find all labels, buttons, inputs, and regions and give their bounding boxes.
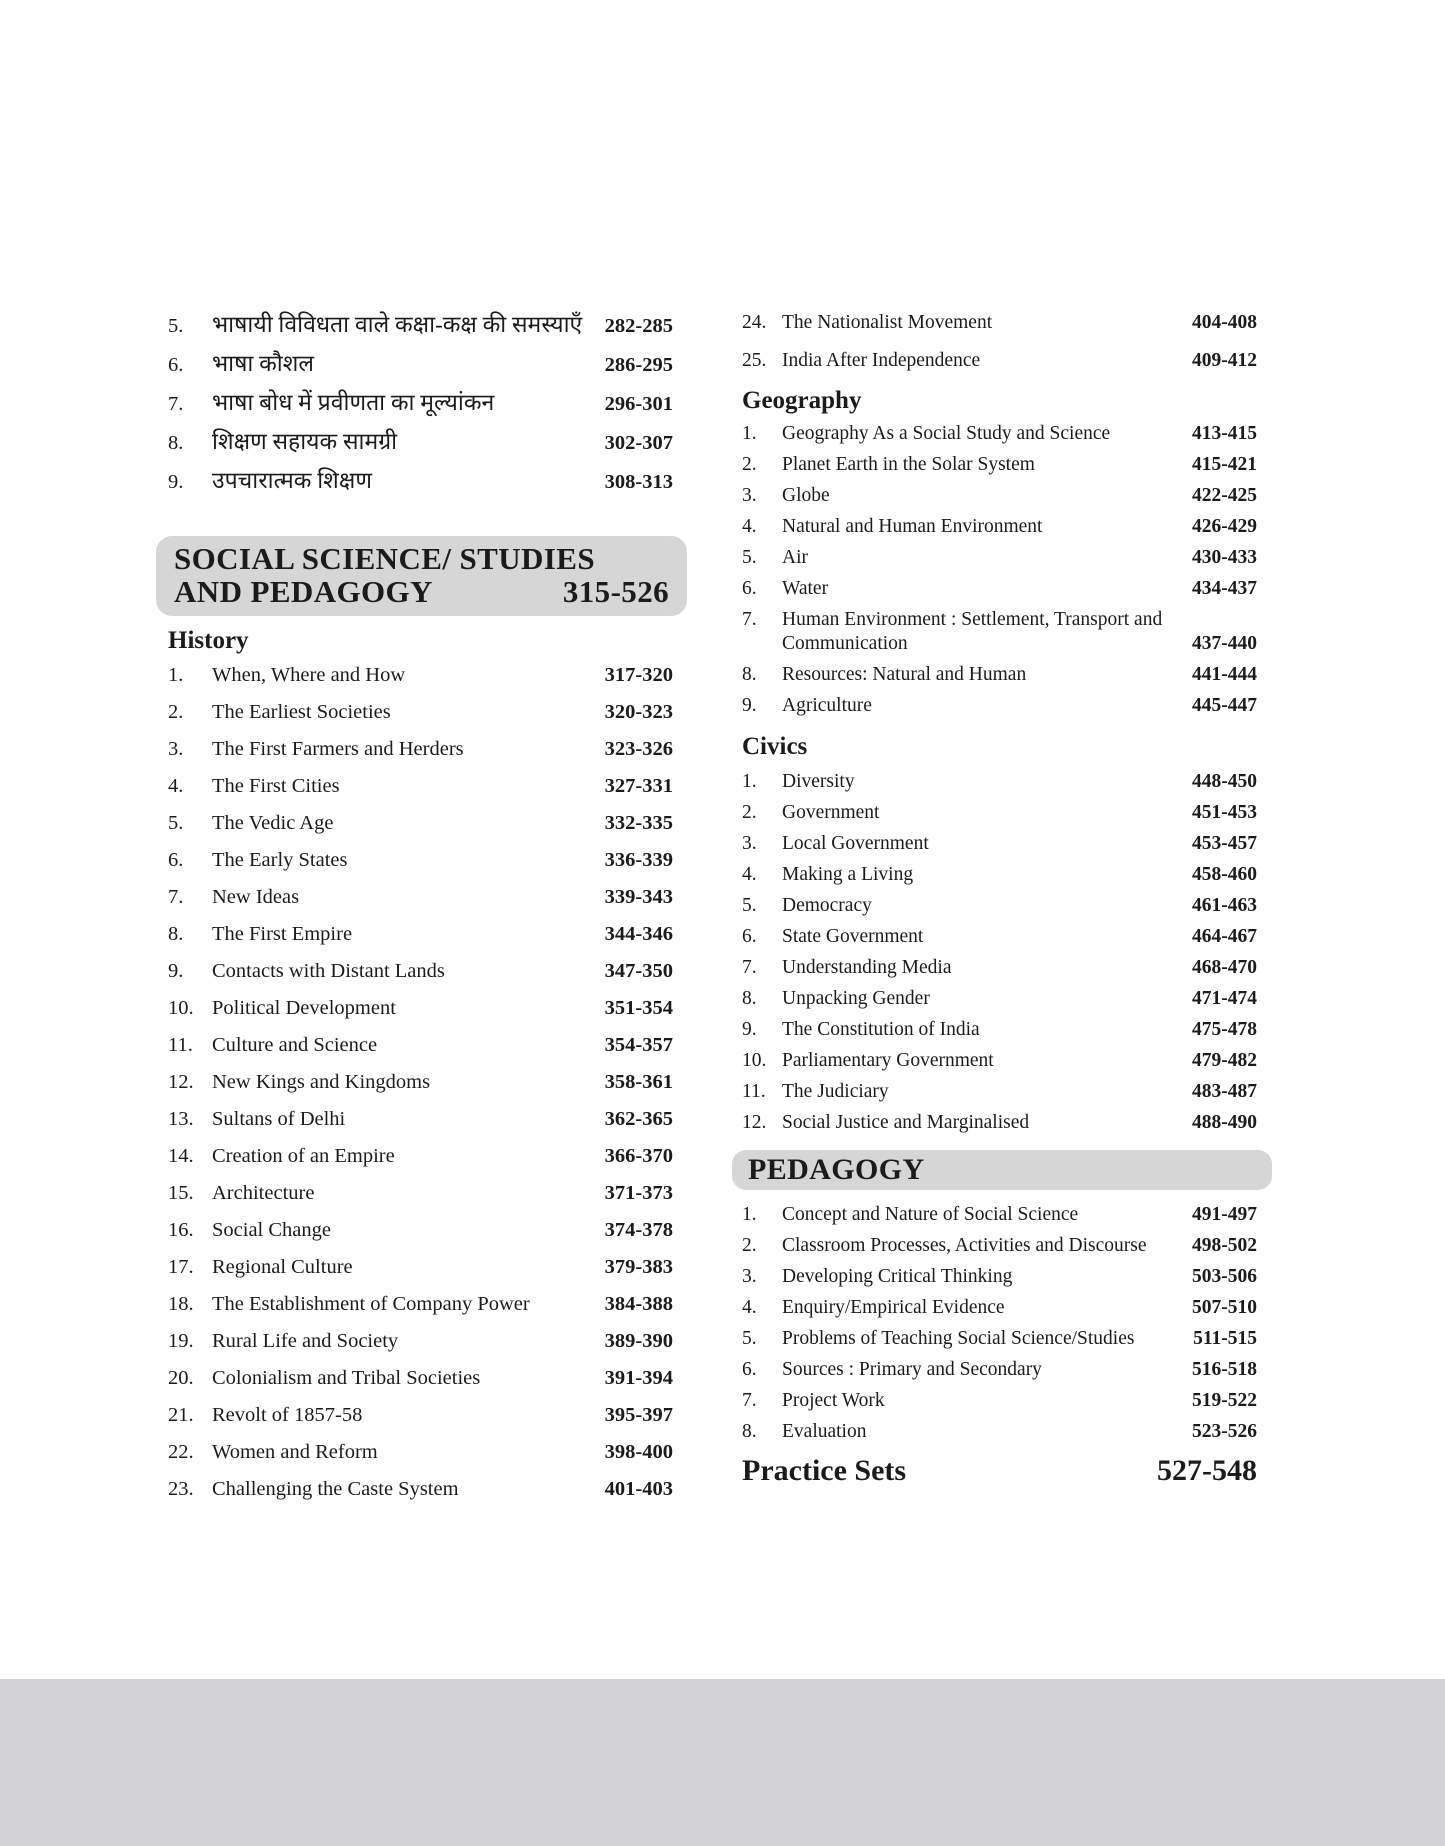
civics-heading: Civics — [742, 733, 808, 760]
toc-item — [742, 1203, 1257, 1227]
item-title: State Government — [782, 926, 924, 947]
item-num: 12. — [168, 1071, 194, 1093]
toc-item — [742, 770, 1257, 794]
item-title: Geography As a Social Study and Science — [782, 423, 1111, 444]
section-title-line2: AND PEDAGOGY — [174, 574, 433, 609]
toc-item — [168, 1107, 673, 1131]
history-list — [168, 663, 673, 1501]
item-title: Enquiry/Empirical Evidence — [782, 1297, 1005, 1318]
item-title: उपचारात्मक शिक्षण — [212, 468, 372, 493]
item-num: 2. — [742, 1235, 757, 1256]
item-num: 16. — [168, 1219, 194, 1241]
item-title: Evaluation — [782, 1421, 867, 1442]
item-pages: 458-460 — [1192, 864, 1257, 885]
item-num: 2. — [742, 802, 757, 823]
item-title: भाषायी विविधता वाले कक्षा-कक्ष की समस्याएँ — [212, 312, 583, 337]
item-title: Natural and Human Environment — [782, 516, 1043, 537]
toc-item — [168, 348, 673, 381]
history-heading: History — [168, 627, 249, 654]
item-title: The Nationalist Movement — [782, 312, 993, 333]
left-column — [168, 303, 673, 1514]
item-title: Sources : Primary and Secondary — [782, 1359, 1042, 1380]
language-pedagogy-items — [168, 309, 673, 498]
item-pages: 308-313 — [604, 471, 673, 493]
item-title: Developing Critical Thinking — [782, 1266, 1013, 1287]
item-pages: 491-497 — [1192, 1204, 1257, 1225]
item-num: 7. — [742, 957, 757, 978]
item-title: शिक्षण सहायक सामग्री — [212, 429, 398, 454]
item-title: The Constitution of India — [782, 1019, 980, 1040]
item-title: Rural Life and Society — [212, 1330, 399, 1352]
toc-item — [168, 465, 673, 498]
item-title: Diversity — [782, 771, 855, 792]
item-pages: 483-487 — [1192, 1081, 1257, 1102]
toc-item — [742, 515, 1257, 539]
toc-item — [742, 1358, 1257, 1382]
toc-item — [742, 311, 1257, 335]
item-title: Globe — [782, 485, 830, 506]
toc-item — [168, 811, 673, 835]
toc-item — [742, 1265, 1257, 1289]
toc-item — [742, 422, 1257, 446]
item-num: 9. — [168, 960, 184, 982]
item-title: Regional Culture — [212, 1256, 353, 1278]
toc-item — [168, 1477, 673, 1501]
item-title: Social Justice and Marginalised — [782, 1112, 1030, 1133]
toc-item — [168, 1144, 673, 1168]
item-pages: 468-470 — [1192, 957, 1257, 978]
item-num: 20. — [168, 1367, 194, 1389]
toc-item — [742, 1018, 1257, 1042]
item-num: 6. — [168, 849, 184, 871]
item-num: 10. — [742, 1050, 767, 1071]
item-num: 3. — [168, 738, 184, 760]
item-pages: 507-510 — [1192, 1297, 1257, 1318]
item-pages: 461-463 — [1192, 895, 1257, 916]
toc-item — [168, 737, 673, 761]
item-title: Parliamentary Government — [782, 1050, 994, 1071]
item-title: Democracy — [782, 895, 872, 916]
item-num: 1. — [742, 771, 757, 792]
item-title: Human Environment : Settlement, Transport and Communication — [782, 609, 1163, 654]
item-pages: 448-450 — [1192, 771, 1257, 792]
practice-sets-label: Practice Sets — [742, 1454, 907, 1487]
item-title: New Ideas — [212, 886, 300, 908]
item-num: 11. — [742, 1081, 766, 1102]
practice-sets-row — [742, 1453, 1257, 1489]
item-num: 7. — [742, 609, 757, 630]
item-num: 10. — [168, 997, 194, 1019]
toc-item — [742, 663, 1257, 687]
item-title: Making a Living — [782, 864, 914, 885]
toc-item — [168, 848, 673, 872]
item-num: 5. — [742, 1328, 757, 1349]
item-title: Challenging the Caste System — [212, 1478, 459, 1500]
item-num: 2. — [168, 701, 184, 723]
item-pages: 336-339 — [604, 849, 673, 871]
toc-item — [168, 1070, 673, 1094]
item-title: Local Government — [782, 833, 929, 854]
item-num: 12. — [742, 1112, 767, 1133]
item-num: 1. — [168, 664, 184, 686]
item-pages: 523-526 — [1192, 1421, 1257, 1442]
toc-item — [168, 1440, 673, 1464]
item-pages: 426-429 — [1192, 516, 1257, 537]
item-num: 6. — [742, 578, 757, 599]
toc-item — [168, 885, 673, 909]
item-title: The First Farmers and Herders — [212, 738, 464, 760]
toc-item — [168, 1255, 673, 1279]
toc-item — [168, 309, 673, 342]
item-num: 4. — [742, 516, 757, 537]
item-num: 9. — [742, 1019, 757, 1040]
item-pages: 379-383 — [604, 1256, 673, 1278]
item-num: 8. — [742, 664, 757, 685]
item-num: 14. — [168, 1145, 194, 1167]
item-pages: 498-502 — [1192, 1235, 1257, 1256]
toc-item — [742, 801, 1257, 825]
item-num: 19. — [168, 1330, 194, 1352]
item-num: 23. — [168, 1478, 194, 1500]
item-pages: 296-301 — [604, 393, 673, 415]
item-pages: 282-285 — [604, 315, 673, 337]
toc-item — [742, 1080, 1257, 1104]
civics-list — [742, 770, 1257, 1135]
toc-item — [168, 959, 673, 983]
item-num: 6. — [742, 1359, 757, 1380]
toc-item — [168, 1403, 673, 1427]
item-pages: 395-397 — [604, 1404, 673, 1426]
item-pages: 398-400 — [604, 1441, 673, 1463]
item-pages: 471-474 — [1192, 988, 1257, 1009]
geography-list — [742, 422, 1257, 718]
item-num: 3. — [742, 1266, 757, 1287]
item-num: 18. — [168, 1293, 194, 1315]
toc-item — [742, 925, 1257, 949]
item-title: Water — [782, 578, 829, 599]
item-title: Government — [782, 802, 880, 823]
item-pages: 362-365 — [604, 1108, 673, 1130]
item-title: The Vedic Age — [212, 812, 334, 834]
practice-sets-pages: 527-548 — [1157, 1454, 1257, 1487]
item-pages: 332-335 — [604, 812, 673, 834]
item-pages: 453-457 — [1192, 833, 1257, 854]
toc-item — [742, 546, 1257, 570]
item-num: 2. — [742, 454, 757, 475]
item-pages: 479-482 — [1192, 1050, 1257, 1071]
toc-item — [742, 894, 1257, 918]
item-num: 15. — [168, 1182, 194, 1204]
item-pages: 374-378 — [604, 1219, 673, 1241]
item-pages: 391-394 — [604, 1367, 673, 1389]
item-pages: 351-354 — [604, 997, 673, 1019]
pedagogy-title: PEDAGOGY — [748, 1153, 925, 1186]
item-pages: 437-440 — [1192, 633, 1257, 654]
item-num: 6. — [742, 926, 757, 947]
toc-item — [742, 453, 1257, 477]
item-pages: 366-370 — [604, 1145, 673, 1167]
toc-item — [168, 1033, 673, 1057]
item-title: Problems of Teaching Social Science/Studies — [782, 1328, 1135, 1349]
item-pages: 327-331 — [604, 775, 673, 797]
toc-item — [742, 349, 1257, 373]
toc-item — [742, 956, 1257, 980]
item-pages: 451-453 — [1192, 802, 1257, 823]
item-title: Concept and Nature of Social Science — [782, 1204, 1079, 1225]
toc-item — [742, 608, 1257, 656]
item-pages: 286-295 — [604, 354, 673, 376]
item-pages: 384-388 — [604, 1293, 673, 1315]
toc-item — [742, 1111, 1257, 1135]
item-title: Resources: Natural and Human — [782, 664, 1027, 685]
item-pages: 519-522 — [1192, 1390, 1257, 1411]
item-pages: 511-515 — [1193, 1328, 1257, 1349]
item-num: 3. — [742, 485, 757, 506]
item-title: India After Independence — [782, 350, 981, 371]
toc-item — [168, 700, 673, 724]
item-num: 13. — [168, 1108, 194, 1130]
toc-item — [168, 663, 673, 687]
right-column — [742, 303, 1257, 1489]
item-title: Agriculture — [782, 695, 872, 716]
toc-item — [742, 863, 1257, 887]
item-pages: 317-320 — [604, 664, 673, 686]
item-num: 4. — [742, 1297, 757, 1318]
item-num: 8. — [742, 1421, 757, 1442]
item-pages: 413-415 — [1192, 423, 1257, 444]
history-continued-list — [742, 311, 1257, 373]
item-num: 25. — [742, 350, 767, 371]
item-title: Women and Reform — [212, 1441, 378, 1463]
item-num: 5. — [168, 315, 184, 337]
toc-item — [168, 1329, 673, 1353]
item-num: 8. — [742, 988, 757, 1009]
item-title: भाषा कौशल — [212, 351, 314, 376]
section-title-line1: SOCIAL SCIENCE/ STUDIES — [174, 541, 595, 576]
item-pages: 434-437 — [1192, 578, 1257, 599]
item-pages: 347-350 — [604, 960, 673, 982]
item-title: Architecture — [212, 1182, 315, 1204]
toc-item — [742, 1420, 1257, 1444]
toc-item — [742, 832, 1257, 856]
social-science-section-header — [156, 536, 687, 616]
item-num: 9. — [168, 471, 184, 493]
toc-item — [742, 694, 1257, 718]
item-pages: 475-478 — [1192, 1019, 1257, 1040]
footer-decoration-band — [0, 1679, 1445, 1846]
item-pages: 323-326 — [604, 738, 673, 760]
item-title: The Judiciary — [782, 1081, 889, 1102]
item-num: 9. — [742, 695, 757, 716]
item-num: 6. — [168, 354, 184, 376]
item-pages: 354-357 — [604, 1034, 673, 1056]
item-title: Contacts with Distant Lands — [212, 960, 445, 982]
item-title: Colonialism and Tribal Societies — [212, 1367, 481, 1389]
item-pages: 401-403 — [604, 1478, 673, 1500]
item-title: भाषा बोध में प्रवीणता का मूल्यांकन — [212, 390, 495, 415]
item-title: Political Development — [212, 997, 396, 1019]
item-num: 7. — [742, 1390, 757, 1411]
section-title-line2-row — [174, 575, 669, 608]
toc-item — [742, 1296, 1257, 1320]
item-num: 8. — [168, 923, 184, 945]
toc-item — [742, 1234, 1257, 1258]
item-title: Air — [782, 547, 808, 568]
item-num: 17. — [168, 1256, 194, 1278]
section-pages: 315-526 — [562, 574, 669, 609]
item-title: New Kings and Kingdoms — [212, 1071, 431, 1093]
item-num: 5. — [742, 547, 757, 568]
pedagogy-list — [742, 1203, 1257, 1444]
item-title: Creation of an Empire — [212, 1145, 395, 1167]
geography-heading: Geography — [742, 387, 862, 414]
item-num: 22. — [168, 1441, 194, 1463]
toc-item — [168, 426, 673, 459]
item-num: 21. — [168, 1404, 194, 1426]
item-num: 7. — [168, 886, 184, 908]
item-title: Understanding Media — [782, 957, 952, 978]
toc-item — [168, 1292, 673, 1316]
item-num: 1. — [742, 1204, 757, 1225]
toc-item — [168, 387, 673, 420]
item-title: When, Where and How — [212, 664, 406, 686]
toc-item — [168, 774, 673, 798]
toc-item — [168, 1218, 673, 1242]
item-title: Culture and Science — [212, 1034, 378, 1056]
pedagogy-section-header — [732, 1150, 1272, 1190]
item-num: 3. — [742, 833, 757, 854]
item-pages: 344-346 — [604, 923, 673, 945]
item-num: 11. — [168, 1034, 193, 1056]
item-pages: 358-361 — [604, 1071, 673, 1093]
item-num: 5. — [168, 812, 184, 834]
item-num: 8. — [168, 432, 184, 454]
item-pages: 409-412 — [1192, 350, 1257, 371]
toc-item — [742, 484, 1257, 508]
item-num: 7. — [168, 393, 184, 415]
item-title: Revolt of 1857-58 — [212, 1404, 363, 1426]
item-pages: 445-447 — [1192, 695, 1257, 716]
toc-item — [168, 996, 673, 1020]
item-num: 4. — [168, 775, 184, 797]
item-pages: 404-408 — [1192, 312, 1257, 333]
item-pages: 464-467 — [1192, 926, 1257, 947]
item-pages: 371-373 — [604, 1182, 673, 1204]
item-pages: 430-433 — [1192, 547, 1257, 568]
toc-item — [742, 1049, 1257, 1073]
item-title: Project Work — [782, 1390, 885, 1411]
item-title: Social Change — [212, 1219, 331, 1241]
item-title: The First Cities — [212, 775, 340, 797]
item-pages: 422-425 — [1192, 485, 1257, 506]
item-pages: 320-323 — [604, 701, 673, 723]
item-pages: 503-506 — [1192, 1266, 1257, 1287]
item-title: The Early States — [212, 849, 348, 871]
item-pages: 441-444 — [1192, 664, 1257, 685]
item-title: Classroom Processes, Activities and Discourse — [782, 1235, 1147, 1256]
item-num: 24. — [742, 312, 767, 333]
item-pages: 339-343 — [604, 886, 673, 908]
item-pages: 488-490 — [1192, 1112, 1257, 1133]
item-num: 1. — [742, 423, 757, 444]
item-title: The First Empire — [212, 923, 353, 945]
toc-item — [742, 987, 1257, 1011]
toc-item — [742, 577, 1257, 601]
item-title: Sultans of Delhi — [212, 1108, 346, 1130]
item-pages: 516-518 — [1192, 1359, 1257, 1380]
toc-item — [742, 1389, 1257, 1413]
toc-item — [168, 1366, 673, 1390]
toc-item — [168, 1181, 673, 1205]
item-pages: 302-307 — [604, 432, 673, 454]
item-title: The Establishment of Company Power — [212, 1293, 530, 1315]
toc-item — [742, 1327, 1257, 1351]
item-title: Planet Earth in the Solar System — [782, 454, 1035, 475]
item-num: 5. — [742, 895, 757, 916]
item-title: Unpacking Gender — [782, 988, 930, 1009]
item-pages: 415-421 — [1192, 454, 1257, 475]
item-num: 4. — [742, 864, 757, 885]
toc-item — [168, 922, 673, 946]
item-title: The Earliest Societies — [212, 701, 391, 723]
item-pages: 389-390 — [604, 1330, 673, 1352]
